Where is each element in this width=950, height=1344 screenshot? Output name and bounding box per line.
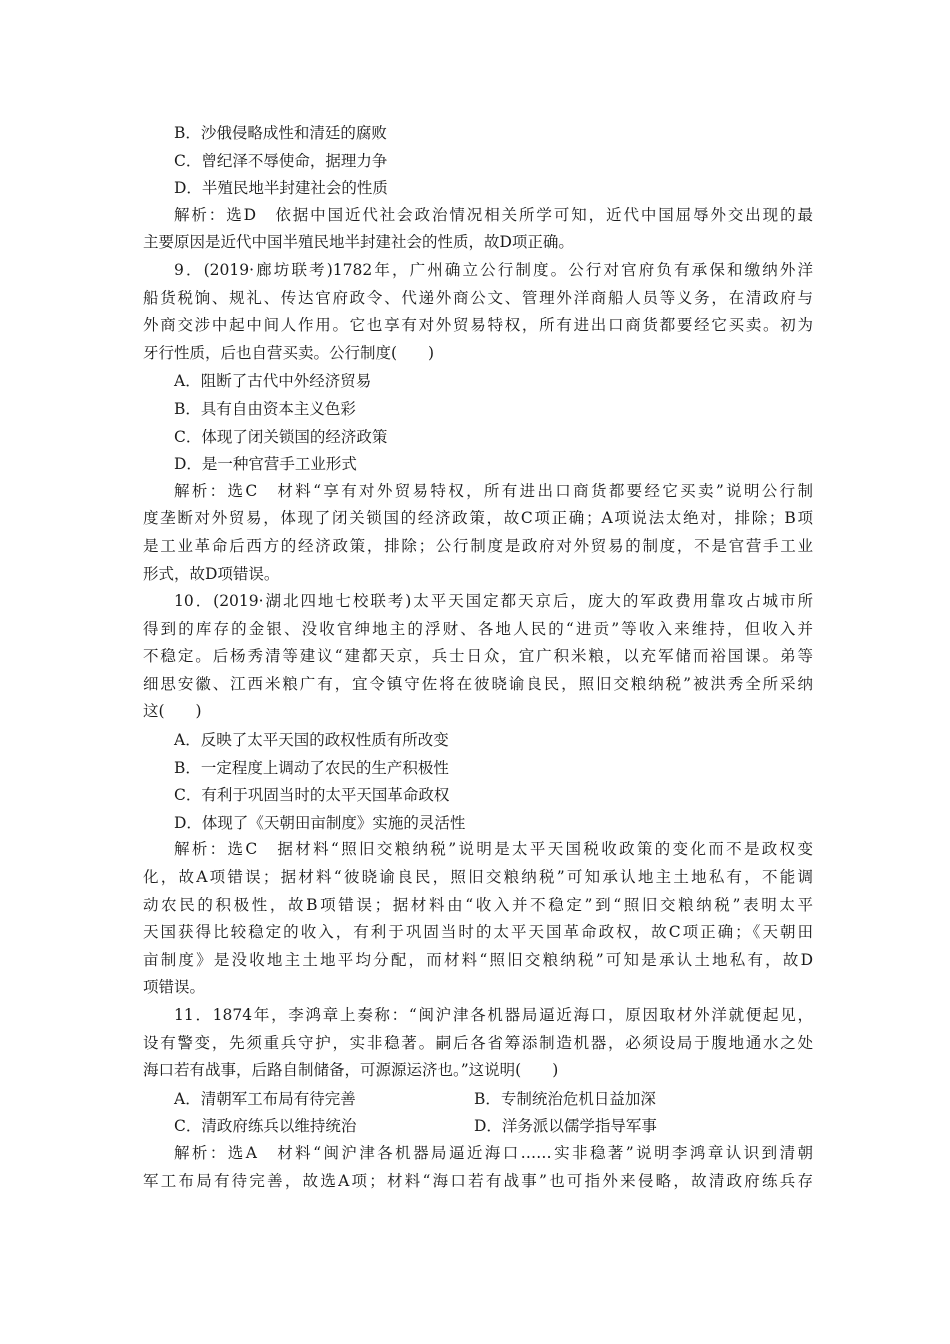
- q11-stem-line: 海口若有战事，后路自制储备，可源源运济也。”这说明( ): [143, 1061, 559, 1080]
- q10-stem-line: 不稳定。后杨秀清等建议“建都天京，兵士日众，宜广积米粮，以充军储而裕国课。弟等: [143, 647, 813, 666]
- q8-option-d: D．半殖民地半封建社会的性质: [174, 179, 388, 198]
- q9-stem-line: 外商交涉中起中间人作用。它也享有对外贸易特权，所有进出口商货都要经它买卖。初为: [143, 316, 813, 335]
- q10-stem-line: 细思安徽、江西米粮广有，宜令镇守佐将在彼晓谕良民，照旧交粮纳税”被洪秀全所采纳: [143, 674, 813, 693]
- q11-option-b: B．专制统治危机日益加深: [474, 1089, 656, 1108]
- q10-option-a: A．反映了太平天国的政权性质有所改变: [174, 731, 449, 750]
- page-content: [143, 120, 813, 1196]
- q11-analysis-line: 军工布局有待完善，故选A项；材料“海口若有战事”也可指外来侵略，故清政府练兵存: [143, 1171, 813, 1190]
- q11-options-row: [143, 1086, 813, 1114]
- q9-analysis-line: 形式，故D项错误。: [143, 564, 280, 583]
- q11-analysis-line: 解析：选A 材料“闽沪津各机器局逼近海口……实非稳著”说明李鸿章认识到清朝: [174, 1143, 813, 1162]
- q11-options-row: [143, 1113, 813, 1141]
- q9-option-c: C．体现了闭关锁国的经济政策: [174, 427, 388, 446]
- q9-stem-line: 船货税饷、规礼、传达官府政令、代递外商公文、管理外洋商船人员等义务，在清政府与: [143, 288, 813, 307]
- q11-option-d: D．洋务派以儒学指导军事: [474, 1117, 657, 1136]
- q10-stem-line: 10．(2019·湖北四地七校联考)太平天国定都天京后，庞大的军政费用靠攻占城市所: [174, 592, 813, 611]
- q10-analysis-line: 解析：选C 据材料“照旧交粮纳税”说明是太平天国税收政策的变化而不是政权变: [174, 840, 813, 859]
- q9-analysis-line: 度垄断对外贸易，体现了闭关锁国的经济政策，故C项正确；A项说法太绝对，排除；B项: [143, 509, 813, 528]
- q10-stem-line: 得到的库存的金银、没收官绅地主的浮财、各地人民的“进贡”等收入来维持，但收入并: [143, 619, 813, 638]
- question-8: [143, 120, 813, 258]
- q11-stem-line: 11．1874年，李鸿章上奏称：“闽沪津各机器局逼近海口，原因取材外洋就便起见，: [174, 1006, 813, 1024]
- q10-analysis-line: 动农民的积极性，故B项错误；据材料由“收入并不稳定”到“照旧交粮纳税”表明太平: [143, 895, 813, 914]
- question-9: [143, 258, 813, 589]
- q9-analysis-line: 是工业革命后西方的经济政策，排除；公行制度是政府对外贸易的制度，不是官营手工业: [143, 536, 813, 555]
- q10-option-c: C．有利于巩固当时的太平天国革命政权: [174, 786, 450, 805]
- q10-analysis-line: 化，故A项错误；据材料“彼晓谕良民，照旧交粮纳税”可知承认地主土地私有，不能调: [143, 868, 813, 887]
- question-10: [143, 589, 813, 1003]
- q10-analysis-line: 亩制度》是没收地主土地平均分配，而材料“照旧交粮纳税”可知是承认土地私有，故D: [143, 950, 813, 969]
- q11-stem-line: 设有警变，先须重兵守护，实非稳著。嗣后各省筹添制造机器，必须设局于腹地通水之处: [143, 1033, 813, 1052]
- q10-analysis-line: 项错误。: [143, 978, 206, 997]
- q8-analysis-line: 解析：选D 依据中国近代社会政治情况相关所学可知，近代中国屈辱外交出现的最: [174, 205, 813, 224]
- q9-option-b: B．具有自由资本主义色彩: [174, 399, 356, 418]
- q10-stem-line: 这( ): [143, 702, 202, 721]
- q8-analysis-line: 主要原因是近代中国半殖民地半封建社会的性质，故D项正确。: [143, 233, 574, 252]
- q10-analysis-line: 天国获得比较稳定的收入，有利于巩固当时的太平天国革命政权，故C项正确；《天朝田: [143, 923, 813, 942]
- q9-analysis-line: 解析：选C 材料“享有对外贸易特权，所有进出口商货都要经它买卖”说明公行制: [174, 481, 813, 500]
- q8-option-c: C．曾纪泽不辱使命，据理力争: [174, 151, 388, 170]
- q10-option-d: D．体现了《天朝田亩制度》实施的灵活性: [174, 813, 466, 832]
- q9-stem-line: 9．(2019·廊坊联考)1782年，广州确立公行制度。公行对官府负有承保和缴纳外洋: [174, 260, 813, 279]
- q9-stem-line: 牙行性质，后也自营买卖。公行制度( ): [143, 343, 435, 362]
- q11-option-a: A．清朝军工布局有待完善: [174, 1089, 356, 1108]
- q8-option-b: B．沙俄侵略成性和清廷的腐败: [174, 124, 387, 142]
- q11-option-c: C．清政府练兵以维持统治: [174, 1117, 357, 1136]
- question-11: [143, 1003, 813, 1196]
- q9-option-a: A．阻断了古代中外经济贸易: [174, 372, 372, 391]
- q10-option-b: B．一定程度上调动了农民的生产积极性: [174, 758, 449, 777]
- q9-option-d: D．是一种官营手工业形式: [174, 455, 357, 474]
